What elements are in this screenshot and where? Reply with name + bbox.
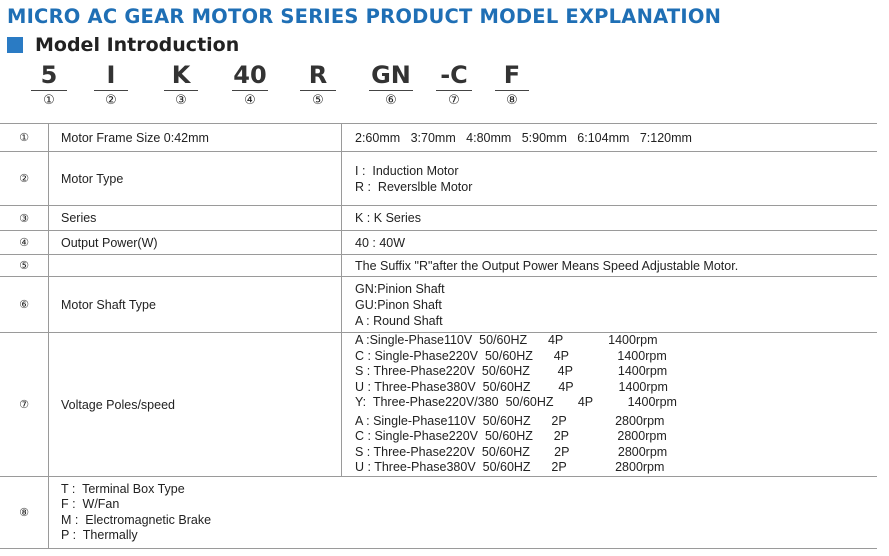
value-line: Y: Three-Phase220V/380 50/60HZ 4P 1400rpm: [355, 395, 677, 410]
table-row: [0, 477, 877, 549]
row-label: Motor Shaft Type: [49, 277, 342, 333]
row-number: ⑤: [0, 255, 49, 277]
value-line: C : Single-Phase220V 50/60HZ 2P 2800rpm: [355, 429, 667, 444]
model-code-number: ③: [175, 93, 187, 108]
value-line: GN:Pinion Shaft: [355, 281, 445, 296]
row-number: ⑥: [0, 277, 49, 333]
model-code-number: ⑦: [448, 93, 460, 108]
model-code-part: [367, 60, 415, 111]
row-value: [342, 124, 878, 152]
row-label: Motor Frame Size 0:42mm: [49, 124, 342, 152]
row-label: Motor Type: [49, 152, 342, 206]
model-code-part: [30, 60, 68, 111]
model-code-number: ④: [244, 93, 256, 108]
table-row: [0, 124, 877, 152]
value-line: U : Three-Phase380V 50/60HZ 2P 2800rpm: [355, 460, 665, 475]
row-value: [342, 231, 878, 255]
value-line: A : Single-Phase110V 50/60HZ 2P 2800rpm: [355, 413, 665, 428]
model-code-char: 5: [40, 61, 58, 89]
model-code-number: ⑤: [312, 93, 324, 108]
row-number: ⑧: [0, 477, 49, 549]
row-label: [49, 255, 342, 277]
value-line: S : Three-Phase220V 50/60HZ 4P 1400rpm: [355, 364, 668, 379]
model-code-number: ①: [43, 93, 55, 108]
value-line: M : Electromagnetic Brake: [61, 512, 212, 527]
value-line: I : Induction Motor: [355, 163, 459, 178]
row-value: [342, 206, 878, 231]
model-code-char: I: [106, 61, 116, 89]
table-row: [0, 206, 877, 231]
table-row: [0, 255, 877, 277]
value-line: 2:60mm 3:70mm 4:80mm 5:90mm 6:104mm 7:120mm: [355, 130, 692, 145]
model-code-part: [299, 60, 337, 111]
model-code-part: [163, 60, 199, 111]
value-line: K : K Series: [355, 211, 421, 225]
row-value: [342, 255, 878, 277]
value-line: R : Reverslble Motor: [355, 179, 473, 194]
value-line: 40 : 40W: [355, 235, 406, 250]
value-line: C : Single-Phase220V 50/60HZ 4P 1400rpm: [355, 348, 667, 363]
value-line: The Suffix "R"after the Output Power Means Speed Adjustable Motor.: [355, 258, 739, 273]
row-number: ⑦: [0, 333, 49, 477]
row-label: Voltage Poles/speed: [49, 333, 342, 477]
row-label: Series: [49, 206, 342, 231]
value-line: U : Three-Phase380V 50/60HZ 4P 1400rpm: [355, 379, 668, 394]
value-line: P : Thermally: [61, 528, 138, 542]
section-header: [7, 34, 239, 56]
table-row: [0, 277, 877, 333]
row-value: [342, 152, 878, 206]
page-title: MICRO AC GEAR MOTOR SERIES PRODUCT MODEL EXPLANATION: [7, 5, 722, 28]
value-line: A :Single-Phase110V 50/60HZ 4P 1400rpm: [355, 333, 658, 348]
model-code-char: F: [503, 61, 521, 89]
value-line: A : Round Shaft: [355, 313, 443, 328]
row-number: ③: [0, 206, 49, 231]
model-code-part: [229, 60, 271, 111]
value-line: T : Terminal Box Type: [61, 481, 185, 496]
section-title: Model Introduction: [35, 34, 240, 56]
model-code-char: R: [308, 61, 328, 89]
model-code-part: [434, 60, 474, 111]
row-number: ④: [0, 231, 49, 255]
table-row: [0, 152, 877, 206]
model-code-char: 40: [233, 61, 267, 89]
row-number: ②: [0, 152, 49, 206]
section-marker-icon: [7, 37, 23, 53]
model-code-char: K: [171, 61, 191, 89]
table-row: [0, 333, 877, 477]
table-row: [0, 231, 877, 255]
model-code-number: ⑧: [506, 93, 518, 108]
row-value: [342, 333, 878, 477]
value-line: GU:Pinon Shaft: [355, 297, 442, 312]
model-code-char: GN: [371, 61, 411, 89]
value-line: S : Three-Phase220V 50/60HZ 2P 2800rpm: [355, 444, 668, 459]
row-value: [342, 277, 878, 333]
model-code-number: ②: [105, 93, 117, 108]
model-code-number: ⑥: [385, 93, 397, 108]
value-line: F : W/Fan: [61, 497, 120, 511]
model-code-char: -C: [440, 61, 468, 89]
row-number: ①: [0, 124, 49, 152]
model-code-part: [93, 60, 129, 111]
row-label: Output Power(W): [49, 231, 342, 255]
row-value: [49, 477, 878, 549]
model-code-part: [494, 60, 530, 111]
model-spec-table: [0, 123, 877, 549]
